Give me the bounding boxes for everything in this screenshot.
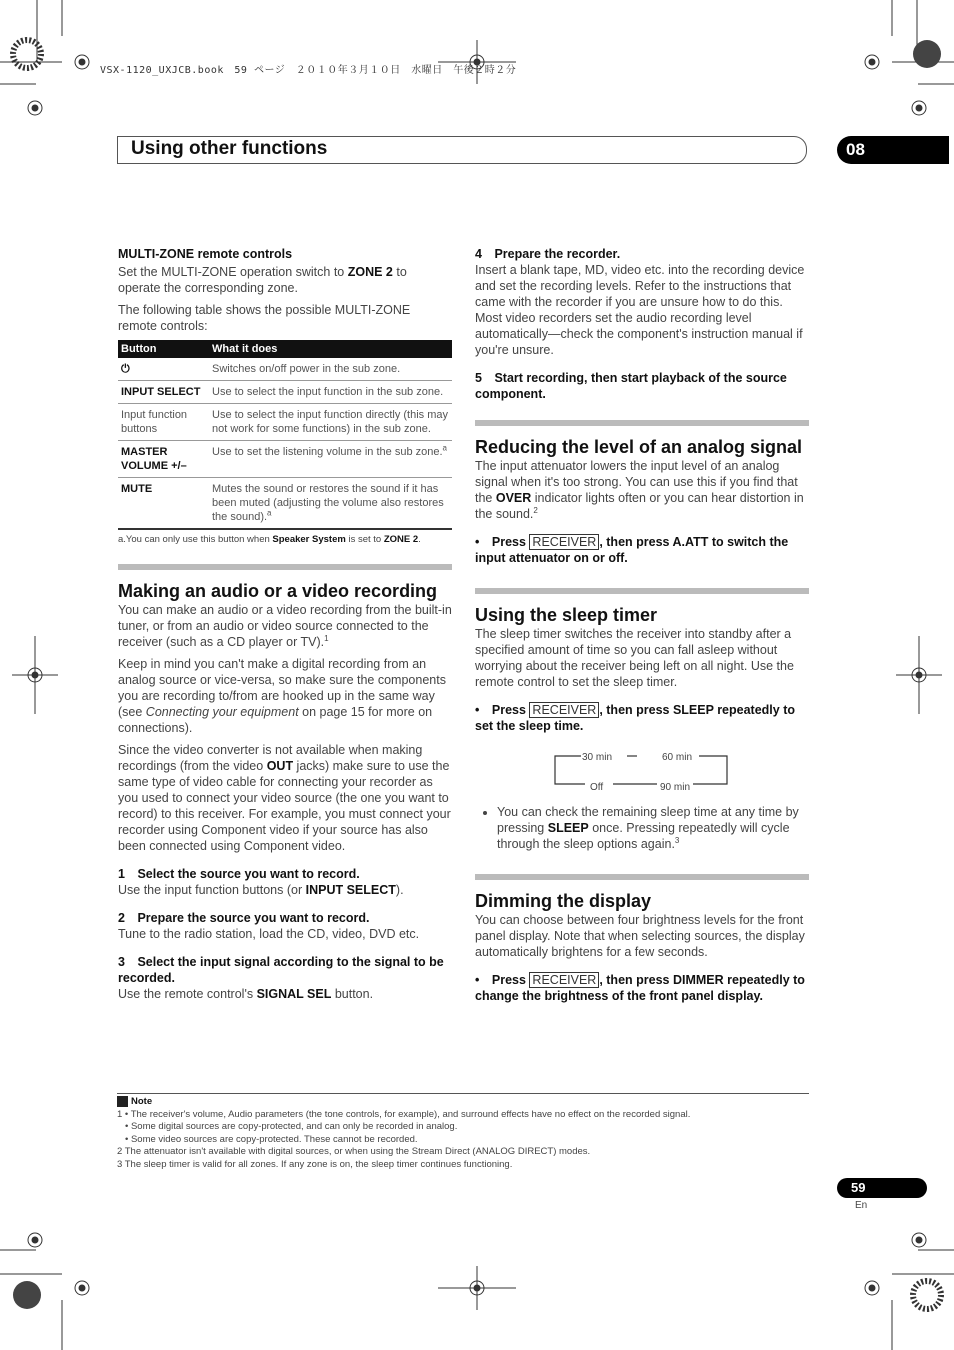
table-row: INPUT SELECT Use to select the input function in the sub zone. [118,381,452,404]
step-2-text: Tune to the radio station, load the CD, video, DVD etc. [118,927,420,941]
print-header: VSX-1120_UXJCB.book 59 ページ ２０１０年３月１０日 水曜日 午後２時２分 [100,65,517,76]
section-divider [118,564,452,570]
right-column [475,246,809,1004]
note-icon [117,1096,128,1107]
receiver-key: RECEIVER [529,534,599,550]
table-row: MUTE Mutes the sound or restores the sound if it has been muted (adjusting the volume also restores the sound).$^a$ [118,478,452,530]
section-divider [475,588,809,594]
step-4-text: Insert a blank tape, MD, video etc. into the recording device and set the recording levels. Refer to the instructions that came with the recorder if you are unsure how to do this. Most video recorders set the audio recording level automatically—check the component's instruction manual if you're unsure. [475,263,805,357]
step-2-title: 2 Prepare the source you want to record. [118,911,370,925]
list-item: • You can check the remaining sleep time at any time by pressing SLEEP once. Pressing repeatedly will cycle through the sleep options again.$^3$ [497,804,809,852]
note-label: Note [117,1096,809,1109]
receiver-key: RECEIVER [529,972,599,988]
page-title: Using other functions [131,138,328,159]
language-label: En [855,1200,868,1211]
multizone-para-1: Set the MULTI-ZONE operation switch to ZONE 2 to operate the corresponding zone. [118,265,407,295]
table-row: ⏻ Switches on/off power in the sub zone. [118,358,452,381]
recording-para-3: Since the video converter is not available when making recordings (from the video OUT jacks) make sure to use the same type of video cable for connecting your recorder as you used to connect your video source (the one you want to record) to this receiver. For example, you must connect your recorder using Component video if your source has also been connected using Component video. [118,743,451,853]
note-line: 3 The sleep timer is valid for all zones. If any zone is on, the sleep timer continues functioning. [117,1158,513,1170]
section-divider [475,420,809,426]
power-icon: ⏻ [118,358,209,381]
page-number: 59 [837,1178,927,1198]
section-heading-analog: Reducing the level of an analog signal [475,437,803,457]
step-5-title: 5 Start recording, then start playback of the source component. [475,371,787,401]
sleep-para: The sleep timer switches the receiver into standby after a specified amount of time so you can fall asleep without worrying about the receiver being left on all night. Use the remote control to set the sleep timer. [475,627,794,689]
table-header-button: Button [118,340,209,358]
table-row: MASTER VOLUME +/– Use to set the listening volume in the sub zone.$^a$ [118,441,452,478]
analog-para: The input attenuator lowers the input level of an analog signal when it's too strong. You can use this if you find that the OVER indicator lights often or you can hear distortion in the sound.$^2$ [475,459,804,521]
dimming-press: • Press RECEIVER , then press DIMMER repeatedly to change the brightness of the front panel display. [475,973,805,1003]
sleep-cycle-diagram [475,748,809,800]
note-line: • Some digital sources are copy-protected, and can only be recorded in analog. [125,1121,458,1133]
step-3-text: Use the remote control's SIGNAL SEL button. [118,987,374,1001]
analog-press: • Press RECEIVER , then press A.ATT to switch the input attenuator on or off. [475,535,789,565]
note-line: 2 The attenuator isn't available with digital sources, or when using the Stream Direct (ANALOG DIRECT) modes. [117,1146,591,1158]
table-header-what: What it does [209,340,452,358]
sleep-cycle-lines [553,748,729,792]
sleep-off: Off [590,782,604,793]
chapter-badge: 08 [837,136,949,164]
section-heading-dimming: Dimming the display [475,891,652,911]
section-divider [475,874,809,880]
sleep-60min: 60 min [662,752,693,763]
step-4-title: 4 Prepare the recorder. [475,247,621,261]
sleep-press: • Press RECEIVER , then press SLEEP repeatedly to set the sleep time. [475,703,795,733]
table-footnote: a.You can only use this button when Speaker System is set to ZONE 2. [118,534,421,545]
multizone-table [118,340,452,530]
dimming-para: You can choose between four brightness levels for the front panel display. Note that when selecting sources, the display automatically brightens for a few seconds. [475,913,805,959]
receiver-key: RECEIVER [529,702,599,718]
multizone-para-2: The following table shows the possible MULTI-ZONE remote controls: [118,303,411,333]
sleep-90min: 90 min [660,782,691,793]
left-column [118,246,452,1008]
recording-para-2: Keep in mind you can't make a digital recording from an analog source or vice-versa, so make sure the components you are recording to/from are hooked up in the same way (see Connecting your equipment on page 15 for more on connections). [118,657,446,735]
table-row: Input function buttons Use to select the input function directly (this may not work for some functions) in the sub zone. [118,404,452,441]
sleep-30min: 30 min [582,752,613,763]
note-line: • Some video sources are copy-protected. These cannot be recorded. [125,1133,418,1145]
sleep-bullet-list [475,804,809,852]
recording-para-1: You can make an audio or a video recording from the built-in tuner, or from an audio or video source connected to the receiver (such as a CD player or TV).$^1$ [118,603,452,649]
note-line: 1 • The receiver's volume, Audio parameters (the tone controls, for example), and surround effects have no effect on the recorded signal. [117,1108,691,1120]
step-1-title: 1 Select the source you want to record. [118,867,360,881]
notes-section [117,1093,809,1171]
multizone-heading: MULTI-ZONE remote controls [118,247,293,261]
section-heading-sleep: Using the sleep timer [475,605,658,625]
step-3-title: 3 Select the input signal according to the signal to be recorded. [118,955,444,985]
section-heading-recording: Making an audio or a video recording [118,581,438,601]
step-1-text: Use the input function buttons (or INPUT SELECT). [118,883,404,897]
